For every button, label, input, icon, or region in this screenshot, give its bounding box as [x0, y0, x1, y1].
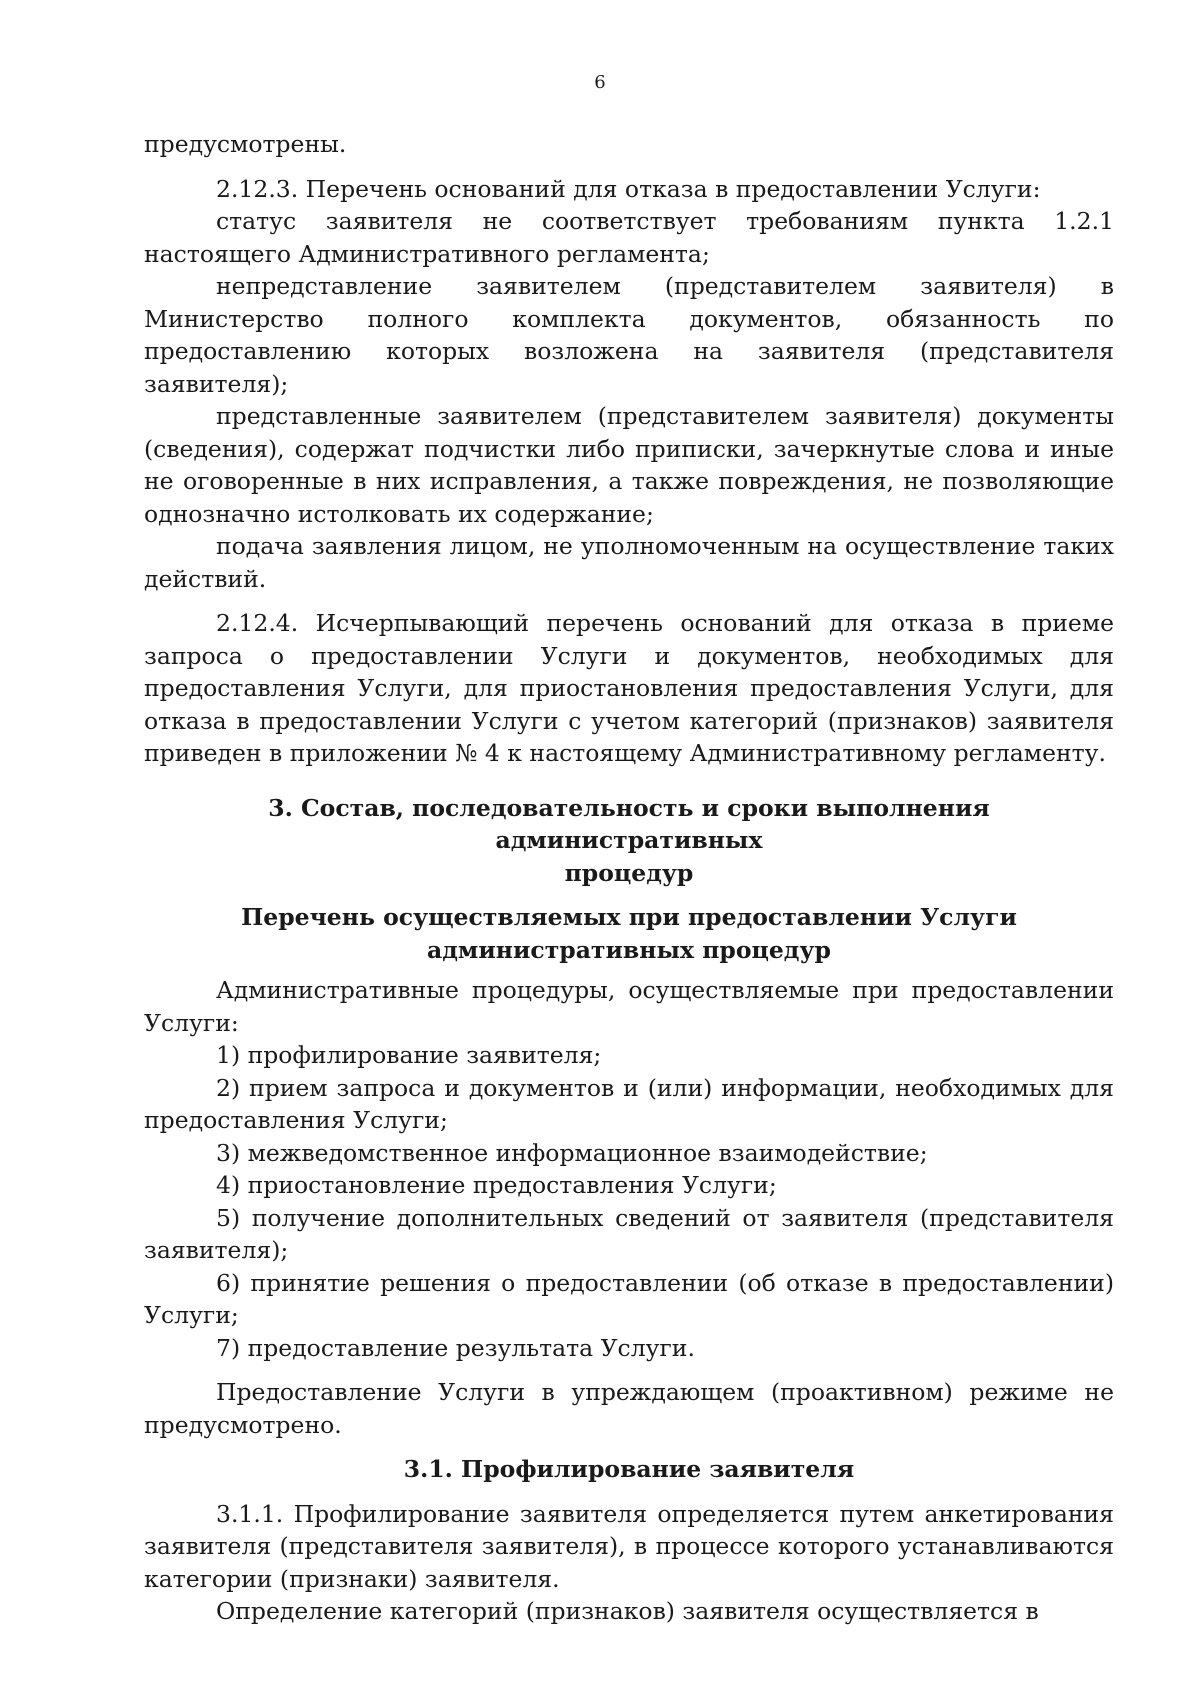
paragraph-3-1-1: 3.1.1. Профилирование заявителя определяется путем анкетирования заявителя (представителя заявителя), в процессе которого устанавливаются категории (признаки) заявителя. [144, 1499, 1114, 1593]
refusal-ground-status: статус заявителя не соответствует требованиям пункта 1.2.1 настоящего Административного регламента; [144, 207, 1114, 268]
procedure-item-6: 6) принятие решения о предоставлении (об отказе в предоставлении) Услуги; [144, 1268, 1114, 1329]
section-3-1-heading: 3.1. Профилирование заявителя [403, 1455, 855, 1483]
proactive-mode-note: Предоставление Услуги в упреждающем (проактивном) режиме не предусмотрено. [144, 1378, 1114, 1439]
document-body [144, 128, 1114, 1628]
procedures-list-heading [144, 901, 1114, 966]
procedure-item-5: 5) получение дополнительных сведений от заявителя (представителя заявителя); [144, 1203, 1114, 1264]
procedures-intro: Административные процедуры, осуществляемые при предоставлении Услуги: [144, 976, 1114, 1037]
section-3-heading-line1: 3. Состав, последовательность и сроки выполнения административных [268, 793, 990, 854]
procedures-list-heading-line2: административных процедур [427, 935, 831, 964]
paragraph-continuation: предусмотрены. [144, 130, 347, 158]
procedure-item-3: 3) межведомственное информационное взаимодействие; [216, 1138, 928, 1167]
procedure-item-7: 7) предоставление результата Услуги. [216, 1333, 695, 1362]
procedures-list-heading-line1: Перечень осуществляемых при предоставлении Услуги [241, 903, 1017, 931]
refusal-ground-corrections: представленные заявителем (представителем заявителя) документы (сведения), содержат подчистки либо приписки, зачеркнутые слова и иные не оговоренные в них исправления, а также повреждения, не позволяющие однозначно истолковать их содержание; [144, 402, 1114, 528]
procedure-item-1: 1) профилирование заявителя; [216, 1041, 602, 1069]
refusal-ground-incomplete-docs: непредставление заявителем (представителем заявителя) в Министерство полного комплекта документов, обязанность по предоставлению которых возложена на заявителя (представителя заявителя); [144, 272, 1114, 398]
section-3-heading-line2: процедур [564, 858, 694, 887]
refusal-ground-unauthorized: подача заявления лицом, не уполномоченным на осуществление таких действий. [144, 532, 1114, 593]
paragraph-2-12-3: 2.12.3. Перечень оснований для отказа в предоставлении Услуги: [216, 174, 1041, 203]
procedure-item-2: 2) прием запроса и документов и (или) информации, необходимых для предоставления Услуги; [144, 1073, 1114, 1134]
page-number: 6 [594, 72, 606, 93]
procedure-item-4: 4) приостановление предоставления Услуги; [216, 1171, 777, 1199]
paragraph-category-definition: Определение категорий (признаков) заявителя осуществляется в [216, 1597, 1039, 1625]
paragraph-2-12-4: 2.12.4. Исчерпывающий перечень оснований для отказа в приеме запроса о предоставлении Услуги и документов, необходимых для предоставления Услуги, для приостановления предоставления Услуги, для отказа в предоставлении Услуги с учетом категорий (признаков) заявителя приведен в приложении № 4 к настоящему Административному регламенту. [144, 609, 1114, 767]
section-3-heading [144, 792, 1114, 890]
